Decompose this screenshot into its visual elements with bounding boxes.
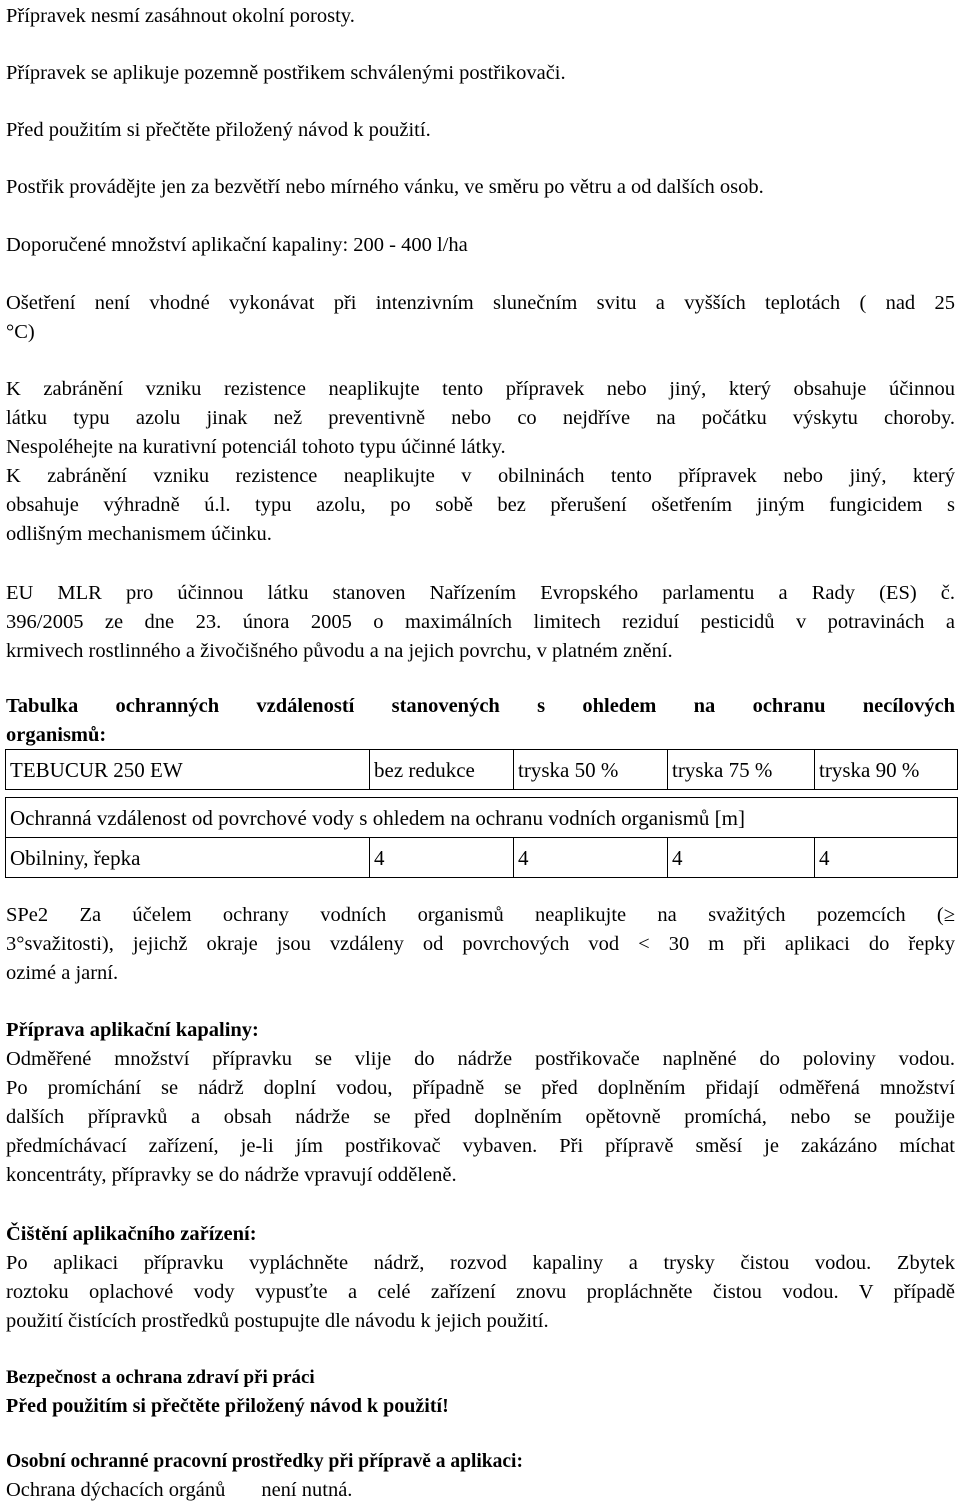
paragraph-spe2 bbox=[6, 901, 955, 988]
table-subheader-row bbox=[6, 798, 958, 838]
cisteni-line-1: Po aplikaci přípravku vypláchněte nádrž, rozvod kapaliny a trysky čistou vodou. Zbytek bbox=[6, 1252, 955, 1274]
mlr-line-1: EU MLR pro účinnou látku stanoven Nařízením Evropského parlamentu a Rady (ES) č. bbox=[6, 582, 955, 604]
paragraph-rezistence bbox=[6, 375, 955, 549]
section-cisteni bbox=[6, 1220, 955, 1336]
teploty-line-1: Ošetření není vhodné vykonávat při intenzivním slunečním svitu a vyšších teplotách ( nad 25 bbox=[6, 292, 955, 314]
rezistence-line-5: obsahuje výhradně ú.l. typu azolu, po sobě bez přerušení ošetřením jiným fungicidem s bbox=[6, 494, 955, 516]
row-cell-tryska-75: 4 bbox=[668, 838, 815, 878]
paragraph-postrik: Postřik provádějte jen za bezvětří nebo mírného vánku, ve směru po větru a od dalších osob. bbox=[6, 176, 764, 198]
spacer-cell bbox=[6, 790, 958, 798]
spe2-line-1: SPe2 Za účelem ochrany vodních organismů neaplikujte na svažitých pozemcích (≥ bbox=[6, 904, 955, 926]
header-cell-tryska-50: tryska 50 % bbox=[514, 750, 668, 790]
cisteni-heading: Čištění aplikačního zařízení: bbox=[6, 1223, 257, 1245]
ochranne-item bbox=[6, 1476, 955, 1504]
row-cell-tryska-90: 4 bbox=[815, 838, 958, 878]
header-cell-product: TEBUCUR 250 EW bbox=[6, 750, 370, 790]
header-cell-bez-redukce: bez redukce bbox=[370, 750, 514, 790]
subheader-cell: Ochranná vzdálenost od povrchové vody s ohledem na ochranu vodních organismů [m] bbox=[6, 798, 958, 838]
mlr-line-2: 396/2005 ze dne 23. února 2005 o maximálních limitech reziduí pesticidů v potravinách a bbox=[6, 611, 955, 633]
paragraph-mlr bbox=[6, 579, 955, 666]
bezpecnost-heading: Bezpečnost a ochrana zdraví při práci bbox=[6, 1367, 315, 1388]
priprava-line-5: koncentráty, přípravky se do nádrže vpravují odděleně. bbox=[6, 1164, 457, 1186]
row-cell-bez-redukce: 4 bbox=[370, 838, 514, 878]
row-cell-tryska-50: 4 bbox=[514, 838, 668, 878]
teploty-line-2: °C) bbox=[6, 321, 35, 343]
section-bezpecnost bbox=[6, 1364, 955, 1420]
table-heading bbox=[6, 692, 955, 750]
paragraph-teploty bbox=[6, 289, 955, 347]
ochranne-item-label: Ochrana dýchacích orgánů bbox=[6, 1479, 226, 1501]
buffer-zone-table bbox=[5, 749, 958, 878]
mlr-line-3: krmivech rostlinného a živočišného původu a na jejich povrchu, v platném znění. bbox=[6, 640, 673, 662]
rezistence-line-2: látku typu azolu jinak než preventivně nebo co nejdříve na počátku výskytu choroby. bbox=[6, 407, 955, 429]
spe2-line-2: 3°svažitosti), jejichž okraje jsou vzdáleny od povrchových vod < 30 m při aplikaci do řepky bbox=[6, 933, 955, 955]
rezistence-line-1: K zabránění vzniku rezistence neaplikujte tento přípravek nebo jiný, který obsahuje účinnou bbox=[6, 378, 955, 400]
header-cell-tryska-75: tryska 75 % bbox=[668, 750, 815, 790]
paragraph-navod: Před použitím si přečtěte přiložený návod k použití. bbox=[6, 119, 431, 141]
table-heading-line-2: organismů: bbox=[6, 724, 107, 746]
paragraph-porosty: Přípravek nesmí zasáhnout okolní porosty. bbox=[6, 5, 355, 27]
rezistence-line-6: odlišným mechanismem účinku. bbox=[6, 523, 272, 545]
table-row bbox=[6, 838, 958, 878]
priprava-line-1: Odměřené množství přípravku se vlije do nádrže postřikovače naplněné do poloviny vodou. bbox=[6, 1048, 955, 1070]
table-heading-line-1: Tabulka ochranných vzdáleností stanovených s ohledem na ochranu necílových bbox=[6, 695, 955, 717]
priprava-line-3: dalších přípravků a obsah nádrže se před doplněním opětovně promíchá, nebo se použije bbox=[6, 1106, 955, 1128]
priprava-line-4: předmíchávací zařízení, je-li jím postřikovač vybaven. Při přípravě směsí je zakázáno míchat bbox=[6, 1135, 955, 1157]
rezistence-line-4: K zabránění vzniku rezistence neaplikujte v obilninách tento přípravek nebo jiný, který bbox=[6, 465, 955, 487]
ochranne-item-value: není nutná. bbox=[261, 1479, 353, 1501]
cisteni-line-3: použití čistících prostředků postupujte dle návodu k jejich použití. bbox=[6, 1310, 549, 1332]
section-ochranne-prostredky bbox=[6, 1448, 955, 1504]
bezpecnost-warning: Před použitím si přečtěte přiložený návod k použití! bbox=[6, 1395, 449, 1417]
priprava-heading: Příprava aplikační kapaliny: bbox=[6, 1019, 259, 1041]
header-cell-tryska-90: tryska 90 % bbox=[815, 750, 958, 790]
rezistence-line-3: Nespoléhejte na kurativní potenciál tohoto typu účinné látky. bbox=[6, 436, 506, 458]
spe2-line-3: ozimé a jarní. bbox=[6, 962, 119, 984]
paragraph-davka: Doporučené množství aplikační kapaliny: 200 - 400 l/ha bbox=[6, 234, 468, 256]
cisteni-line-2: roztoku oplachové vody vypusťte a celé zařízení znovu propláchněte čistou vodou. V případě bbox=[6, 1281, 955, 1303]
paragraph-aplikace: Přípravek se aplikuje pozemně postřikem schválenými postřikovači. bbox=[6, 62, 566, 84]
section-priprava bbox=[6, 1016, 955, 1190]
ochranne-heading: Osobní ochranné pracovní prostředky při přípravě a aplikaci: bbox=[6, 1451, 523, 1472]
priprava-line-2: Po promíchání se nádrž doplní vodou, případně se před doplněním přidají odměřená množství bbox=[6, 1077, 955, 1099]
table-header-row bbox=[6, 750, 958, 790]
row-cell-crop: Obilniny, řepka bbox=[6, 838, 370, 878]
table-spacer-row bbox=[6, 790, 958, 798]
